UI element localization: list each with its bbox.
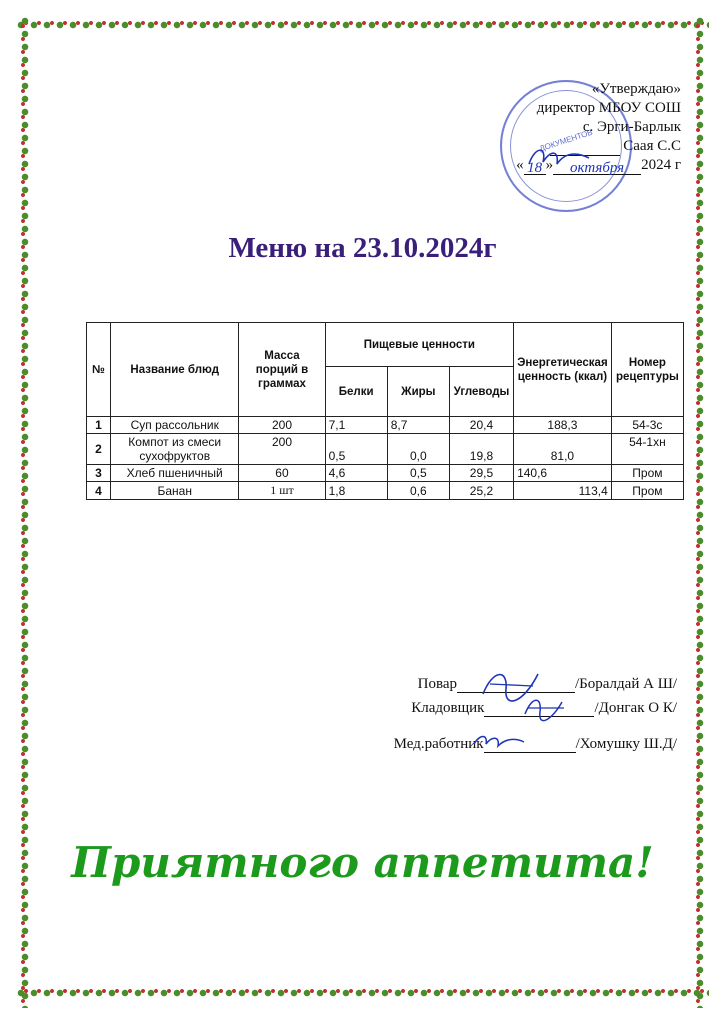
- cell-mass: 1 шт: [239, 482, 325, 500]
- table-row: [87, 417, 684, 434]
- cell-dish-name: Хлеб пшеничный: [111, 465, 239, 482]
- cell-protein: 0,5: [325, 434, 387, 465]
- header-mass: Масса порций в граммах: [239, 323, 325, 417]
- header-carbs: Углеводы: [449, 367, 513, 417]
- header-protein: Белки: [325, 367, 387, 417]
- table-row: [87, 434, 684, 465]
- cell-fat: 8,7: [387, 417, 449, 434]
- cell-mass: 200: [239, 417, 325, 434]
- cell-num: 1: [87, 417, 111, 434]
- header-nutrition: Пищевые ценности: [325, 323, 513, 367]
- cell-energy: 140,6: [514, 465, 612, 482]
- cook-label: Повар: [417, 676, 457, 692]
- cell-protein: 7,1: [325, 417, 387, 434]
- stamp-seal-lettering: ДОКУМЕНТОВ: [538, 127, 594, 154]
- cell-num: 4: [87, 482, 111, 500]
- cell-num: 2: [87, 434, 111, 465]
- header-num: №: [87, 323, 111, 417]
- approval-position: директор МБОУ СОШ: [536, 100, 681, 116]
- storekeeper-name: /Донгак О К/: [594, 700, 677, 716]
- cell-dish-name: Компот из смеси сухофруктов: [111, 434, 239, 465]
- cell-dish-name: Суп рассольник: [111, 417, 239, 434]
- cook-name: /Боралдай А Ш/: [574, 676, 677, 692]
- table-row: [87, 465, 684, 482]
- decorative-border-top: [16, 18, 709, 32]
- approval-director-name: Саая С.С: [623, 138, 681, 154]
- table-row: [87, 482, 684, 500]
- medic-signature-line: [394, 736, 677, 753]
- closing-wish: Приятного аппетита!: [71, 838, 654, 887]
- header-fat: Жиры: [387, 367, 449, 417]
- date-close-quote: »: [545, 157, 554, 173]
- cell-energy: 113,4: [514, 482, 612, 500]
- cell-energy: 81,0: [514, 434, 612, 465]
- header-recipe: Номер рецептуры: [611, 323, 683, 417]
- director-signature: [525, 142, 595, 178]
- cell-mass: 200: [239, 434, 325, 465]
- cell-recipe: 54-1хн: [611, 434, 683, 465]
- cell-protein: 1,8: [325, 482, 387, 500]
- storekeeper-label: Кладовщик: [411, 700, 485, 716]
- date-day: 18: [524, 159, 546, 175]
- cell-recipe: Пром: [611, 465, 683, 482]
- decorative-border-bottom: [16, 986, 709, 1000]
- cell-recipe: Пром: [611, 482, 683, 500]
- medic-signature: [470, 730, 530, 754]
- page-title: Меню на 23.10.2024г: [228, 232, 497, 264]
- approval-heading: «Утверждаю»: [591, 81, 681, 97]
- header-dish-name: Название блюд: [111, 323, 239, 417]
- cell-carbs: 25,2: [449, 482, 513, 500]
- approval-location: с. Эрги-Барлык: [582, 119, 681, 135]
- medic-name: /Хомушку Ш.Д/: [575, 736, 677, 752]
- date-year: 2024 г: [641, 157, 681, 173]
- cell-carbs: 29,5: [449, 465, 513, 482]
- cell-carbs: 20,4: [449, 417, 513, 434]
- date-open-quote: «: [516, 157, 524, 173]
- cell-recipe: 54-3с: [611, 417, 683, 434]
- cell-mass: 60: [239, 465, 325, 482]
- cell-fat: 0,6: [387, 482, 449, 500]
- date-month: октября: [553, 159, 641, 175]
- header-energy: Энергетическая ценность (ккал): [514, 323, 612, 417]
- cell-carbs: 19,8: [449, 434, 513, 465]
- cell-dish-name: Банан: [111, 482, 239, 500]
- storekeeper-signature: [520, 694, 570, 722]
- cell-energy: 188,3: [514, 417, 612, 434]
- cell-num: 3: [87, 465, 111, 482]
- cell-fat: 0,0: [387, 434, 449, 465]
- medic-label: Мед.работник: [393, 736, 484, 752]
- cell-fat: 0,5: [387, 465, 449, 482]
- cell-protein: 4,6: [325, 465, 387, 482]
- menu-table: [86, 322, 684, 500]
